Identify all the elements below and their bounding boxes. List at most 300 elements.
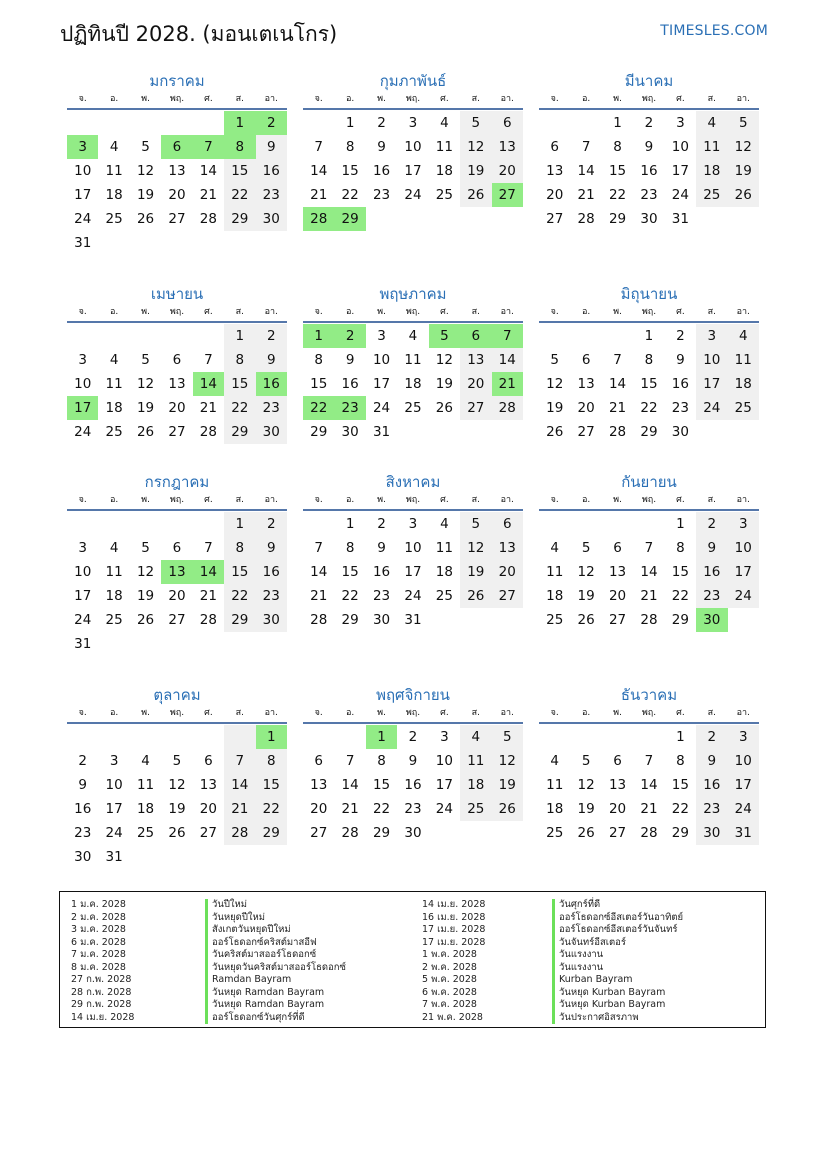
day-cell[interactable]: 15 <box>671 564 689 580</box>
day-cell[interactable]: 1 <box>224 512 255 536</box>
day-cell[interactable]: 6 <box>492 512 523 536</box>
day-cell[interactable]: 24 <box>372 400 391 416</box>
day-cell[interactable]: 9 <box>256 135 287 159</box>
holiday-day-cell[interactable]: 8 <box>224 135 255 159</box>
day-cell[interactable]: 9 <box>377 139 386 155</box>
day-cell[interactable]: 11 <box>460 749 491 773</box>
day-cell[interactable]: 6 <box>172 352 182 368</box>
day-cell[interactable]: 18 <box>546 801 564 817</box>
day-cell[interactable]: 14 <box>608 376 627 392</box>
day-cell[interactable]: 16 <box>696 560 727 584</box>
day-cell[interactable]: 9 <box>696 536 727 560</box>
day-cell[interactable]: 31 <box>728 821 759 845</box>
holiday-day-cell[interactable]: 30 <box>696 608 727 632</box>
day-cell[interactable]: 9 <box>345 352 355 368</box>
holiday-day-cell[interactable]: 1 <box>256 725 287 749</box>
day-cell[interactable]: 16 <box>404 777 422 793</box>
day-cell[interactable]: 9 <box>644 139 654 155</box>
day-cell[interactable]: 24 <box>435 801 453 817</box>
day-cell[interactable]: 26 <box>136 211 155 227</box>
day-cell[interactable]: 1 <box>676 729 685 745</box>
day-cell[interactable]: 8 <box>377 753 386 769</box>
day-cell[interactable]: 18 <box>404 376 422 392</box>
day-cell[interactable]: 28 <box>199 612 217 628</box>
day-cell[interactable]: 3 <box>109 753 119 769</box>
day-cell[interactable]: 11 <box>435 139 453 155</box>
day-cell[interactable]: 30 <box>256 420 287 444</box>
day-cell[interactable]: 28 <box>199 211 217 227</box>
day-cell[interactable]: 22 <box>341 588 359 604</box>
day-cell[interactable]: 13 <box>492 536 523 560</box>
day-cell[interactable]: 27 <box>577 424 595 440</box>
day-cell[interactable]: 14 <box>640 564 658 580</box>
day-cell[interactable]: 8 <box>256 749 287 773</box>
day-cell[interactable]: 3 <box>408 115 418 131</box>
day-cell[interactable]: 11 <box>105 163 123 179</box>
day-cell[interactable]: 3 <box>728 512 759 536</box>
day-cell[interactable]: 29 <box>256 821 287 845</box>
day-cell[interactable]: 22 <box>671 588 689 604</box>
day-cell[interactable]: 17 <box>728 773 759 797</box>
day-cell[interactable]: 9 <box>256 536 287 560</box>
holiday-day-cell[interactable]: 29 <box>334 207 365 231</box>
day-cell[interactable]: 28 <box>608 424 627 440</box>
day-cell[interactable]: 12 <box>546 376 564 392</box>
day-cell[interactable]: 23 <box>256 183 287 207</box>
day-cell[interactable]: 25 <box>546 612 564 628</box>
day-cell[interactable]: 29 <box>608 211 627 227</box>
day-cell[interactable]: 9 <box>256 348 287 372</box>
day-cell[interactable]: 10 <box>435 753 453 769</box>
day-cell[interactable]: 12 <box>168 777 186 793</box>
day-cell[interactable]: 9 <box>78 777 87 793</box>
day-cell[interactable]: 25 <box>696 183 727 207</box>
day-cell[interactable]: 20 <box>608 588 627 604</box>
day-cell[interactable]: 10 <box>404 540 422 556</box>
day-cell[interactable]: 18 <box>105 400 123 416</box>
day-cell[interactable]: 27 <box>608 612 627 628</box>
day-cell[interactable]: 14 <box>492 348 523 372</box>
day-cell[interactable]: 17 <box>74 187 92 203</box>
day-cell[interactable]: 4 <box>141 753 150 769</box>
day-cell[interactable]: 25 <box>460 797 491 821</box>
day-cell[interactable]: 23 <box>696 797 727 821</box>
day-cell[interactable]: 13 <box>546 163 564 179</box>
day-cell[interactable]: 10 <box>728 536 759 560</box>
day-cell[interactable]: 17 <box>74 588 92 604</box>
day-cell[interactable]: 3 <box>78 352 87 368</box>
day-cell[interactable]: 14 <box>341 777 359 793</box>
day-cell[interactable]: 15 <box>608 163 627 179</box>
holiday-day-cell[interactable]: 3 <box>67 135 98 159</box>
day-cell[interactable]: 24 <box>728 797 759 821</box>
day-cell[interactable]: 30 <box>74 849 92 865</box>
day-cell[interactable]: 27 <box>168 612 186 628</box>
day-cell[interactable]: 8 <box>644 352 654 368</box>
day-cell[interactable]: 22 <box>224 183 255 207</box>
day-cell[interactable]: 9 <box>408 753 418 769</box>
day-cell[interactable]: 27 <box>168 424 186 440</box>
day-cell[interactable]: 15 <box>224 372 255 396</box>
day-cell[interactable]: 19 <box>546 400 564 416</box>
holiday-day-cell[interactable]: 27 <box>492 183 523 207</box>
day-cell[interactable]: 23 <box>404 801 422 817</box>
day-cell[interactable]: 11 <box>696 135 727 159</box>
day-cell[interactable]: 5 <box>172 753 182 769</box>
day-cell[interactable]: 22 <box>256 797 287 821</box>
day-cell[interactable]: 24 <box>74 424 92 440</box>
day-cell[interactable]: 10 <box>74 163 92 179</box>
day-cell[interactable]: 23 <box>256 584 287 608</box>
day-cell[interactable]: 25 <box>105 211 123 227</box>
day-cell[interactable]: 22 <box>608 187 627 203</box>
day-cell[interactable]: 20 <box>577 400 595 416</box>
day-cell[interactable]: 23 <box>372 588 391 604</box>
day-cell[interactable]: 7 <box>314 540 323 556</box>
day-cell[interactable]: 14 <box>640 777 658 793</box>
day-cell[interactable]: 1 <box>644 328 654 344</box>
holiday-day-cell[interactable]: 14 <box>193 372 224 396</box>
day-cell[interactable]: 2 <box>256 324 287 348</box>
day-cell[interactable]: 7 <box>204 540 213 556</box>
day-cell[interactable]: 26 <box>460 584 491 608</box>
day-cell[interactable]: 15 <box>671 777 689 793</box>
holiday-day-cell[interactable]: 6 <box>161 135 192 159</box>
day-cell[interactable]: 12 <box>492 749 523 773</box>
day-cell[interactable]: 1 <box>345 115 355 131</box>
day-cell[interactable]: 5 <box>550 352 559 368</box>
day-cell[interactable]: 24 <box>696 396 727 420</box>
day-cell[interactable]: 5 <box>492 725 523 749</box>
day-cell[interactable]: 9 <box>696 749 727 773</box>
day-cell[interactable]: 7 <box>581 139 591 155</box>
day-cell[interactable]: 21 <box>199 400 217 416</box>
day-cell[interactable]: 15 <box>256 773 287 797</box>
day-cell[interactable]: 20 <box>168 400 186 416</box>
day-cell[interactable]: 31 <box>74 235 92 251</box>
day-cell[interactable]: 3 <box>696 324 727 348</box>
day-cell[interactable]: 28 <box>640 612 658 628</box>
day-cell[interactable]: 7 <box>345 753 355 769</box>
day-cell[interactable]: 16 <box>74 801 92 817</box>
day-cell[interactable]: 25 <box>136 825 155 841</box>
day-cell[interactable]: 17 <box>435 777 453 793</box>
day-cell[interactable]: 19 <box>577 801 595 817</box>
day-cell[interactable]: 28 <box>224 821 255 845</box>
day-cell[interactable]: 22 <box>224 584 255 608</box>
day-cell[interactable]: 27 <box>310 825 328 841</box>
day-cell[interactable]: 4 <box>728 324 759 348</box>
day-cell[interactable]: 11 <box>404 352 422 368</box>
day-cell[interactable]: 18 <box>435 564 453 580</box>
day-cell[interactable]: 30 <box>640 211 658 227</box>
day-cell[interactable]: 11 <box>546 777 564 793</box>
day-cell[interactable]: 30 <box>696 821 727 845</box>
day-cell[interactable]: 18 <box>105 588 123 604</box>
holiday-day-cell[interactable]: 22 <box>303 396 334 420</box>
day-cell[interactable]: 12 <box>435 352 453 368</box>
day-cell[interactable]: 28 <box>492 396 523 420</box>
holiday-day-cell[interactable]: 2 <box>256 111 287 135</box>
day-cell[interactable]: 20 <box>168 187 186 203</box>
day-cell[interactable]: 1 <box>676 516 685 532</box>
day-cell[interactable]: 26 <box>577 612 595 628</box>
day-cell[interactable]: 12 <box>577 564 595 580</box>
day-cell[interactable]: 19 <box>577 588 595 604</box>
day-cell[interactable]: 21 <box>310 187 328 203</box>
day-cell[interactable]: 16 <box>640 163 658 179</box>
day-cell[interactable]: 21 <box>341 801 359 817</box>
holiday-day-cell[interactable]: 23 <box>334 396 365 420</box>
day-cell[interactable]: 28 <box>199 424 217 440</box>
day-cell[interactable]: 20 <box>199 801 217 817</box>
day-cell[interactable]: 24 <box>728 584 759 608</box>
day-cell[interactable]: 4 <box>440 115 449 131</box>
day-cell[interactable]: 27 <box>199 825 217 841</box>
day-cell[interactable]: 12 <box>460 135 491 159</box>
day-cell[interactable]: 27 <box>460 396 491 420</box>
day-cell[interactable]: 14 <box>199 163 217 179</box>
day-cell[interactable]: 16 <box>372 564 391 580</box>
day-cell[interactable]: 11 <box>546 564 564 580</box>
day-cell[interactable]: 22 <box>640 400 658 416</box>
day-cell[interactable]: 2 <box>408 729 418 745</box>
day-cell[interactable]: 18 <box>105 187 123 203</box>
day-cell[interactable]: 4 <box>109 139 119 155</box>
day-cell[interactable]: 3 <box>728 725 759 749</box>
day-cell[interactable]: 4 <box>550 540 559 556</box>
day-cell[interactable]: 19 <box>168 801 186 817</box>
day-cell[interactable]: 14 <box>224 773 255 797</box>
day-cell[interactable]: 27 <box>608 825 627 841</box>
day-cell[interactable]: 26 <box>546 424 564 440</box>
day-cell[interactable]: 30 <box>671 424 689 440</box>
day-cell[interactable]: 15 <box>224 159 255 183</box>
day-cell[interactable]: 25 <box>105 424 123 440</box>
day-cell[interactable]: 31 <box>372 424 391 440</box>
day-cell[interactable]: 31 <box>105 849 123 865</box>
day-cell[interactable]: 5 <box>581 540 591 556</box>
day-cell[interactable]: 6 <box>204 753 213 769</box>
day-cell[interactable]: 21 <box>224 797 255 821</box>
day-cell[interactable]: 2 <box>377 516 386 532</box>
day-cell[interactable]: 18 <box>728 372 759 396</box>
day-cell[interactable]: 25 <box>404 400 422 416</box>
day-cell[interactable]: 26 <box>136 424 155 440</box>
day-cell[interactable]: 29 <box>224 608 255 632</box>
holiday-day-cell[interactable]: 1 <box>303 324 334 348</box>
day-cell[interactable]: 12 <box>136 163 155 179</box>
day-cell[interactable]: 24 <box>74 612 92 628</box>
day-cell[interactable]: 10 <box>74 564 92 580</box>
day-cell[interactable]: 2 <box>78 753 87 769</box>
day-cell[interactable]: 3 <box>408 516 418 532</box>
day-cell[interactable]: 10 <box>671 139 689 155</box>
day-cell[interactable]: 12 <box>577 777 595 793</box>
brand-logo-text[interactable]: TIMESLES.COM <box>660 23 768 39</box>
day-cell[interactable]: 19 <box>460 159 491 183</box>
day-cell[interactable]: 30 <box>404 825 422 841</box>
day-cell[interactable]: 21 <box>640 801 658 817</box>
day-cell[interactable]: 28 <box>640 825 658 841</box>
day-cell[interactable]: 2 <box>696 512 727 536</box>
holiday-day-cell[interactable]: 21 <box>492 372 523 396</box>
day-cell[interactable]: 25 <box>728 396 759 420</box>
holiday-day-cell[interactable]: 13 <box>161 560 192 584</box>
day-cell[interactable]: 24 <box>74 211 92 227</box>
day-cell[interactable]: 31 <box>404 612 422 628</box>
day-cell[interactable]: 15 <box>341 163 359 179</box>
day-cell[interactable]: 21 <box>640 588 658 604</box>
day-cell[interactable]: 15 <box>372 777 391 793</box>
day-cell[interactable]: 22 <box>372 801 391 817</box>
day-cell[interactable]: 26 <box>460 183 491 207</box>
holiday-day-cell[interactable]: 1 <box>224 111 255 135</box>
day-cell[interactable]: 19 <box>492 773 523 797</box>
day-cell[interactable]: 4 <box>109 540 119 556</box>
day-cell[interactable]: 30 <box>256 608 287 632</box>
day-cell[interactable]: 6 <box>613 753 622 769</box>
day-cell[interactable]: 29 <box>372 825 391 841</box>
day-cell[interactable]: 18 <box>696 159 727 183</box>
day-cell[interactable]: 12 <box>136 376 155 392</box>
day-cell[interactable]: 29 <box>341 612 359 628</box>
day-cell[interactable]: 8 <box>676 540 685 556</box>
day-cell[interactable]: 19 <box>136 588 155 604</box>
holiday-day-cell[interactable]: 7 <box>492 324 523 348</box>
day-cell[interactable]: 5 <box>460 512 491 536</box>
day-cell[interactable]: 29 <box>640 424 658 440</box>
day-cell[interactable]: 28 <box>310 612 328 628</box>
day-cell[interactable]: 18 <box>460 773 491 797</box>
day-cell[interactable]: 30 <box>256 207 287 231</box>
day-cell[interactable]: 12 <box>728 135 759 159</box>
day-cell[interactable]: 17 <box>372 376 391 392</box>
day-cell[interactable]: 15 <box>640 376 658 392</box>
day-cell[interactable]: 3 <box>440 729 449 745</box>
day-cell[interactable]: 19 <box>728 159 759 183</box>
day-cell[interactable]: 23 <box>696 584 727 608</box>
day-cell[interactable]: 19 <box>136 187 155 203</box>
day-cell[interactable]: 11 <box>105 376 123 392</box>
day-cell[interactable]: 19 <box>136 400 155 416</box>
day-cell[interactable]: 2 <box>644 115 654 131</box>
day-cell[interactable]: 27 <box>492 584 523 608</box>
day-cell[interactable]: 10 <box>696 348 727 372</box>
day-cell[interactable]: 4 <box>440 516 449 532</box>
day-cell[interactable]: 13 <box>608 564 627 580</box>
day-cell[interactable]: 26 <box>577 825 595 841</box>
day-cell[interactable]: 15 <box>341 564 359 580</box>
day-cell[interactable]: 4 <box>408 328 418 344</box>
day-cell[interactable]: 1 <box>345 516 355 532</box>
day-cell[interactable]: 3 <box>676 115 685 131</box>
day-cell[interactable]: 20 <box>460 372 491 396</box>
day-cell[interactable]: 24 <box>404 588 422 604</box>
day-cell[interactable]: 17 <box>696 372 727 396</box>
day-cell[interactable]: 16 <box>256 159 287 183</box>
day-cell[interactable]: 2 <box>256 512 287 536</box>
day-cell[interactable]: 20 <box>608 801 627 817</box>
day-cell[interactable]: 13 <box>608 777 627 793</box>
day-cell[interactable]: 23 <box>256 396 287 420</box>
holiday-day-cell[interactable]: 7 <box>193 135 224 159</box>
day-cell[interactable]: 21 <box>577 187 595 203</box>
day-cell[interactable]: 2 <box>377 115 386 131</box>
day-cell[interactable]: 8 <box>676 753 685 769</box>
day-cell[interactable]: 23 <box>671 400 689 416</box>
day-cell[interactable]: 25 <box>435 187 453 203</box>
day-cell[interactable]: 29 <box>671 612 689 628</box>
day-cell[interactable]: 10 <box>105 777 123 793</box>
holiday-day-cell[interactable]: 5 <box>429 324 460 348</box>
day-cell[interactable]: 23 <box>74 825 92 841</box>
day-cell[interactable]: 3 <box>377 328 386 344</box>
day-cell[interactable]: 8 <box>345 540 355 556</box>
day-cell[interactable]: 16 <box>341 376 359 392</box>
holiday-day-cell[interactable]: 1 <box>366 725 397 749</box>
day-cell[interactable]: 28 <box>577 211 595 227</box>
day-cell[interactable]: 6 <box>492 111 523 135</box>
day-cell[interactable]: 20 <box>546 187 564 203</box>
day-cell[interactable]: 5 <box>728 111 759 135</box>
day-cell[interactable]: 6 <box>581 352 591 368</box>
day-cell[interactable]: 16 <box>696 773 727 797</box>
day-cell[interactable]: 21 <box>310 588 328 604</box>
day-cell[interactable]: 24 <box>404 187 422 203</box>
day-cell[interactable]: 22 <box>224 396 255 420</box>
day-cell[interactable]: 16 <box>671 376 689 392</box>
day-cell[interactable]: 19 <box>435 376 453 392</box>
day-cell[interactable]: 6 <box>613 540 622 556</box>
day-cell[interactable]: 12 <box>460 536 491 560</box>
day-cell[interactable]: 7 <box>314 139 323 155</box>
day-cell[interactable]: 13 <box>460 348 491 372</box>
day-cell[interactable]: 27 <box>546 211 564 227</box>
day-cell[interactable]: 8 <box>224 536 255 560</box>
day-cell[interactable]: 26 <box>492 797 523 821</box>
day-cell[interactable]: 27 <box>168 211 186 227</box>
day-cell[interactable]: 10 <box>74 376 92 392</box>
day-cell[interactable]: 5 <box>141 540 150 556</box>
day-cell[interactable]: 17 <box>404 163 422 179</box>
holiday-day-cell[interactable]: 2 <box>334 324 365 348</box>
holiday-day-cell[interactable]: 17 <box>67 396 98 420</box>
day-cell[interactable]: 26 <box>136 612 155 628</box>
day-cell[interactable]: 25 <box>546 825 564 841</box>
day-cell[interactable]: 19 <box>460 560 491 584</box>
day-cell[interactable]: 10 <box>404 139 422 155</box>
day-cell[interactable]: 20 <box>310 801 328 817</box>
day-cell[interactable]: 13 <box>168 376 186 392</box>
day-cell[interactable]: 28 <box>341 825 359 841</box>
day-cell[interactable]: 17 <box>728 560 759 584</box>
day-cell[interactable]: 9 <box>377 540 386 556</box>
day-cell[interactable]: 26 <box>728 183 759 207</box>
day-cell[interactable]: 2 <box>696 725 727 749</box>
day-cell[interactable]: 7 <box>613 352 622 368</box>
day-cell[interactable]: 14 <box>310 163 328 179</box>
day-cell[interactable]: 5 <box>141 352 150 368</box>
day-cell[interactable]: 25 <box>435 588 453 604</box>
day-cell[interactable]: 18 <box>546 588 564 604</box>
day-cell[interactable]: 20 <box>168 588 186 604</box>
day-cell[interactable]: 8 <box>224 348 255 372</box>
day-cell[interactable]: 23 <box>372 187 391 203</box>
day-cell[interactable]: 16 <box>256 560 287 584</box>
day-cell[interactable]: 20 <box>492 560 523 584</box>
day-cell[interactable]: 1 <box>613 115 622 131</box>
